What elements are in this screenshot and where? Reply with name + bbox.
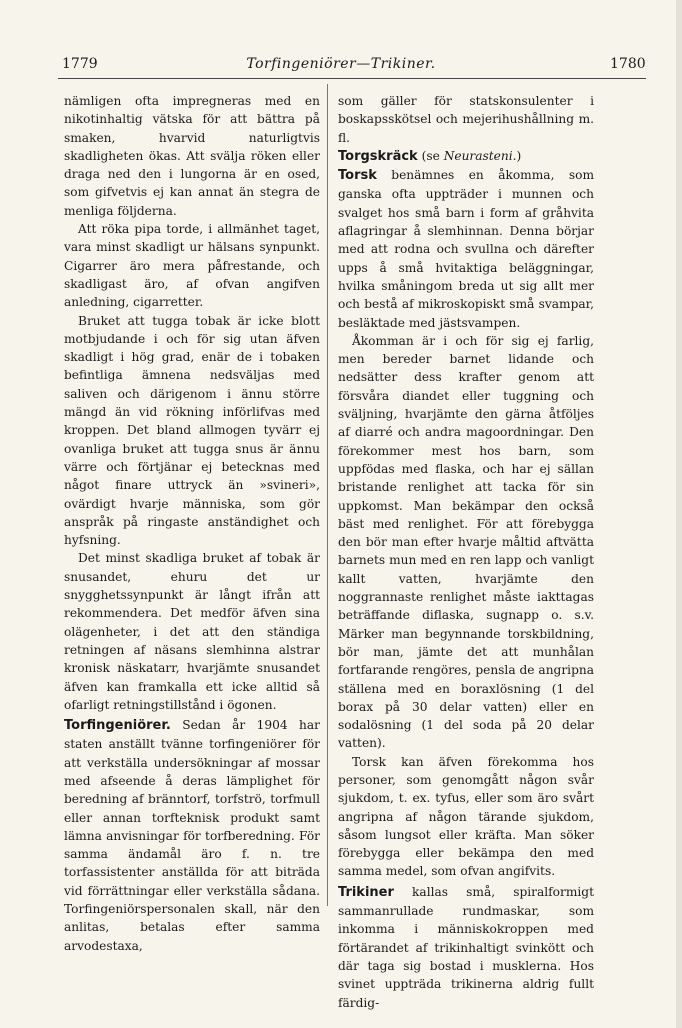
running-title: Torfingeniörer—Trikiner. (246, 56, 436, 72)
paragraph: Det minst skadliga bruket af tobak är snusandet, ehuru det ur snygghetssynpunkt är långt ifrån att rekommendera. Det medför äfven sina olägenheter, i det att den ständiga retningen af näsans slemhinna alstrar kronisk näskatarr, hvarjämte snusandet äfven kan framkalla ett icke alltid så ofarligt retningstillstånd i ögonen. (64, 551, 320, 712)
paragraph: Bruket att tugga tobak är icke blott motbjudande i och för sig utan äfven skadligt i hög grad, enär de i tobaken befintliga ämnena nedsväljas med saliven och därigenom i ännu större mängd än vid rökning införlifvas med kroppen. Det bland allmogen tyvärr ej ovanliga bruket att tugga snus är ännu värre och förtjänar ej betecknas med något finare uttryck än »svineri», ovärdigt hvarje människa, som gör anspråk på ringaste anständighet och hyfsning. (64, 313, 320, 548)
entry-text: Sedan år 1904 har staten anställt tvänne torfingeniörer för att verkställa undersökningar af mossar med afseende å deras lämplighet för beredning af bränntorf, torfströ, torfmull eller annan torfteknisk produkt samt lämna anvisningar för torfberedning. För samma ändamål äro f. n. tre torfassistenter anställda för att biträda vid förrättningar eller verkställa sådana. Torfingeniörspersonalen skall, när den anlitas, betalas efter samma arvodestaxa, (64, 718, 321, 953)
entry-ref-close: ) (516, 148, 522, 163)
page-header (0, 52, 682, 76)
entry-term: Torfingeniörer. (64, 718, 171, 734)
entry-term: Trikiner (338, 884, 394, 900)
left-page-number: 1779 (62, 56, 98, 72)
paragraph: nämligen ofta impregneras med en nikotinhaltig vätska för att bättra på smaken, hvarvid naturligtvis skadligheten ökas. Att svälja röken eller draga ned den i lungorna är en osed, som gifvetvis ej kan annat än stegra de menliga följderna. (64, 94, 320, 218)
entry-term: Torsk (338, 168, 377, 184)
paragraph-continuation: som gäller för statskonsulenter i boskapsskötsel och mejerihushållning m. fl. (338, 94, 594, 145)
paragraph: Att röka pipa torde, i allmänhet taget, vara minst skadligt ur hälsans synpunkt. Cigarrer äro mera påfrestande, och skadligast äro, af ofvan angifven anledning, cigarretter. (64, 222, 320, 310)
entry-ref-open: (se (421, 148, 440, 163)
entry-trikiner (338, 883, 594, 1012)
header-rule (58, 78, 646, 79)
entry-text: kallas små, spiralformigt sammanrullade rundmaskar, som inkomma i människokroppen med förtärandet af trikinhaltigt svinkött och där taga sig bostad i musklerna. Hos svinet uppträda trikinerna aldrig fullt färdig- (338, 884, 594, 1010)
right-column (338, 92, 594, 1012)
paragraph: Åkomman är i och för sig ej farlig, men bereder barnet lidande och nedsätter dess krafter genom att försvåra diandet eller tuggning och sväljning, hvarjämte den gärna åtföljes af diarré och andra magoordningar. Den förekommer mest hos barn, som uppfödas med flaska, och har ej sällan bristande renlighet att tacka för sin uppkomst. Man bekämpar den också bäst med renlighet. För att förebygga den bör man efter hvarje måltid aftvätta barnets mun med en ren lapp och vanligt kallt vatten, hvarjämte den noggrannaste renlighet måste iakttagas beträffande diflaska, sugnapp o. s.v. Märker man begynnande torskbildning, bör man, jämte det att munhålan fortfarande rengöres, pensla de angripna ställena med en boraxlösning (1 del borax på 30 delar vatten) eller en sodalösning (1 del soda på 20 delar vatten). (338, 333, 594, 751)
page-edge (676, 0, 682, 1028)
entry-text: benämnes en åkomma, som ganska ofta uppträder i munnen och svalget hos små barn i form af gråhvita aflagringar å slemhinnan. Denna börjar med att rodna och svullna och därefter upps å små hvitaktiga beläggningar, hvilka småningom breda ut sig allt mer och bestå af mikroskopiskt små svampar, besläktade med jästsvampen. (338, 168, 595, 330)
entry-torgskrack (338, 147, 594, 166)
paragraph: Torsk kan äfven förekomma hos personer, som genomgått någon svår sjukdom, t. ex. tyfus, eller som äro svårt angripna af någon tärande sjukdom, såsom lungsot eller kräfta. Man söker förebygga eller bekämpa den med samma medel, som ofvan angifvits. (338, 754, 594, 879)
entry-torsk (338, 166, 594, 332)
entry-term: Torgskräck (338, 148, 418, 164)
left-column (64, 92, 320, 955)
right-page-number: 1780 (610, 56, 646, 72)
cross-reference: Neurasteni. (443, 148, 517, 163)
entry-torfingeniorer (64, 716, 320, 955)
column-divider (327, 84, 328, 906)
